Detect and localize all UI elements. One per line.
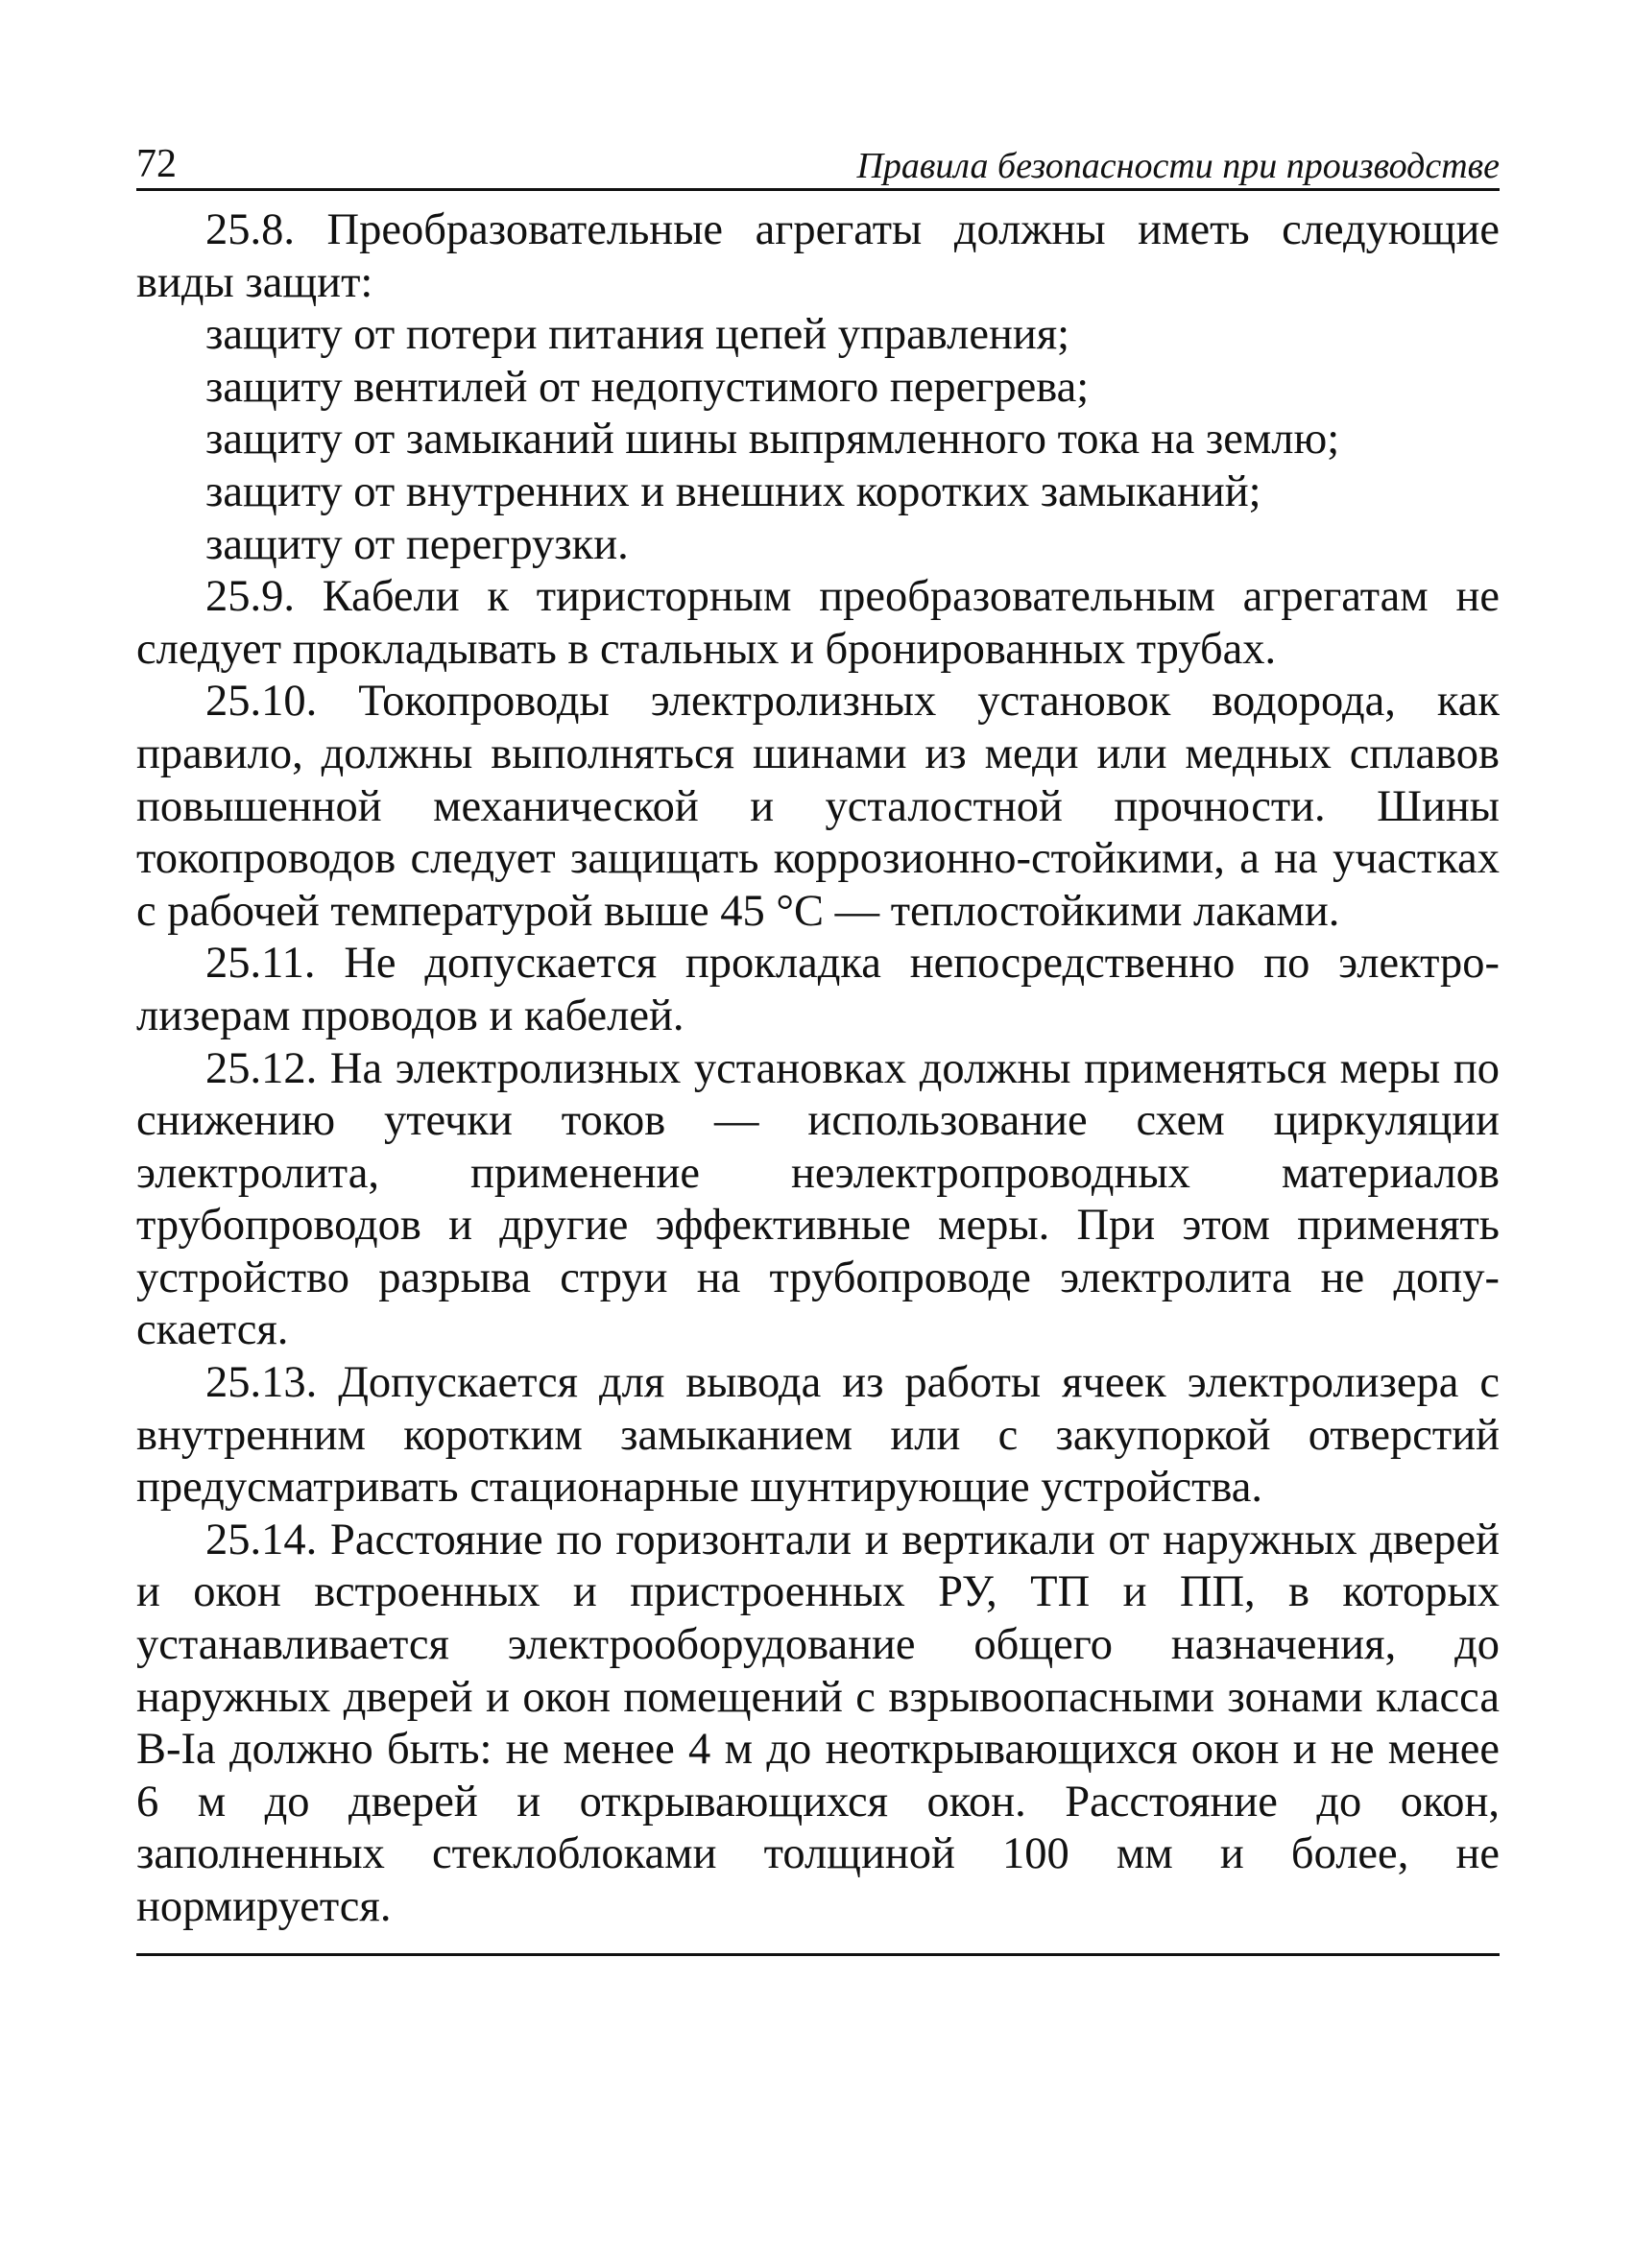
- running-head: [136, 134, 1500, 191]
- paragraph-25-9: 25.9. Кабели к тиристорным преобразовательным агрегатам не следует прокладывать в стальных и бронированных трубах.: [136, 572, 1500, 674]
- list-item: защиту от перегрузки.: [205, 519, 629, 569]
- paragraph-25-13: 25.13. Допускается для вывода из работы ячеек электролизера с внутренним коротким замыканием или с закупоркой отверстий предусматривать стационарные шунтирующие устройства.: [136, 1358, 1500, 1513]
- page-number: 72: [136, 142, 177, 186]
- running-title: Правила безопасности при производстве: [856, 146, 1500, 186]
- document-page: [136, 134, 1500, 1956]
- list-item: защиту вентилей от недопустимого перегрева;: [205, 362, 1090, 412]
- body-text: [136, 204, 1500, 1934]
- list-item: защиту от внутренних и внешних коротких замыканий;: [205, 466, 1261, 516]
- paragraph-25-10: 25.10. Токопроводы электролизных установок водорода, как правило, должны выполняться шинами из меди или медных сплавов повышенной механической и усталостной прочности. Шины токопроводов следует защищать коррозионно-стойкими, а на участках с рабочей температурой выше 45 °С — теплостойкими лаками.: [136, 677, 1500, 936]
- paragraph-25-14: 25.14. Расстояние по горизонтали и вертикали от наружных дверей и окон встроенных и пристроенных РУ, ТП и ПП, в которых устанавливается электрооборудование общего назначения, до наружных дверей и окон помещений с взрывоопасными зонами класса В-Iа должно быть: не менее 4 м до неоткрывающихся окон и не менее 6 м до дверей и открывающихся окон. Расстояние до окон, заполненных стеклоблоками толщиной 100 мм и более, не нормируется.: [136, 1515, 1500, 1931]
- footer-rule: [136, 1953, 1500, 1956]
- list-item: защиту от потери питания цепей управления;: [205, 310, 1070, 360]
- paragraph-25-12: 25.12. На электролизных установках должны применяться меры по снижению утечки токов — использование схем циркуляции электролита, применение неэлектропроводных материалов трубопроводов и другие эффективные меры. При этом применять устройство разрыва струи на трубопроводе электролита не допускается.: [136, 1043, 1500, 1355]
- paragraph-25-11: 25.11. Не допускается прокладка непосредственно по электролизерам проводов и кабелей.: [136, 939, 1500, 1040]
- paragraph-25-8: 25.8. Преобразовательные агрегаты должны иметь следующие виды защит:: [136, 205, 1500, 307]
- protection-list: [136, 309, 1500, 571]
- list-item: защиту от замыканий шины выпрямленного тока на землю;: [205, 415, 1340, 465]
